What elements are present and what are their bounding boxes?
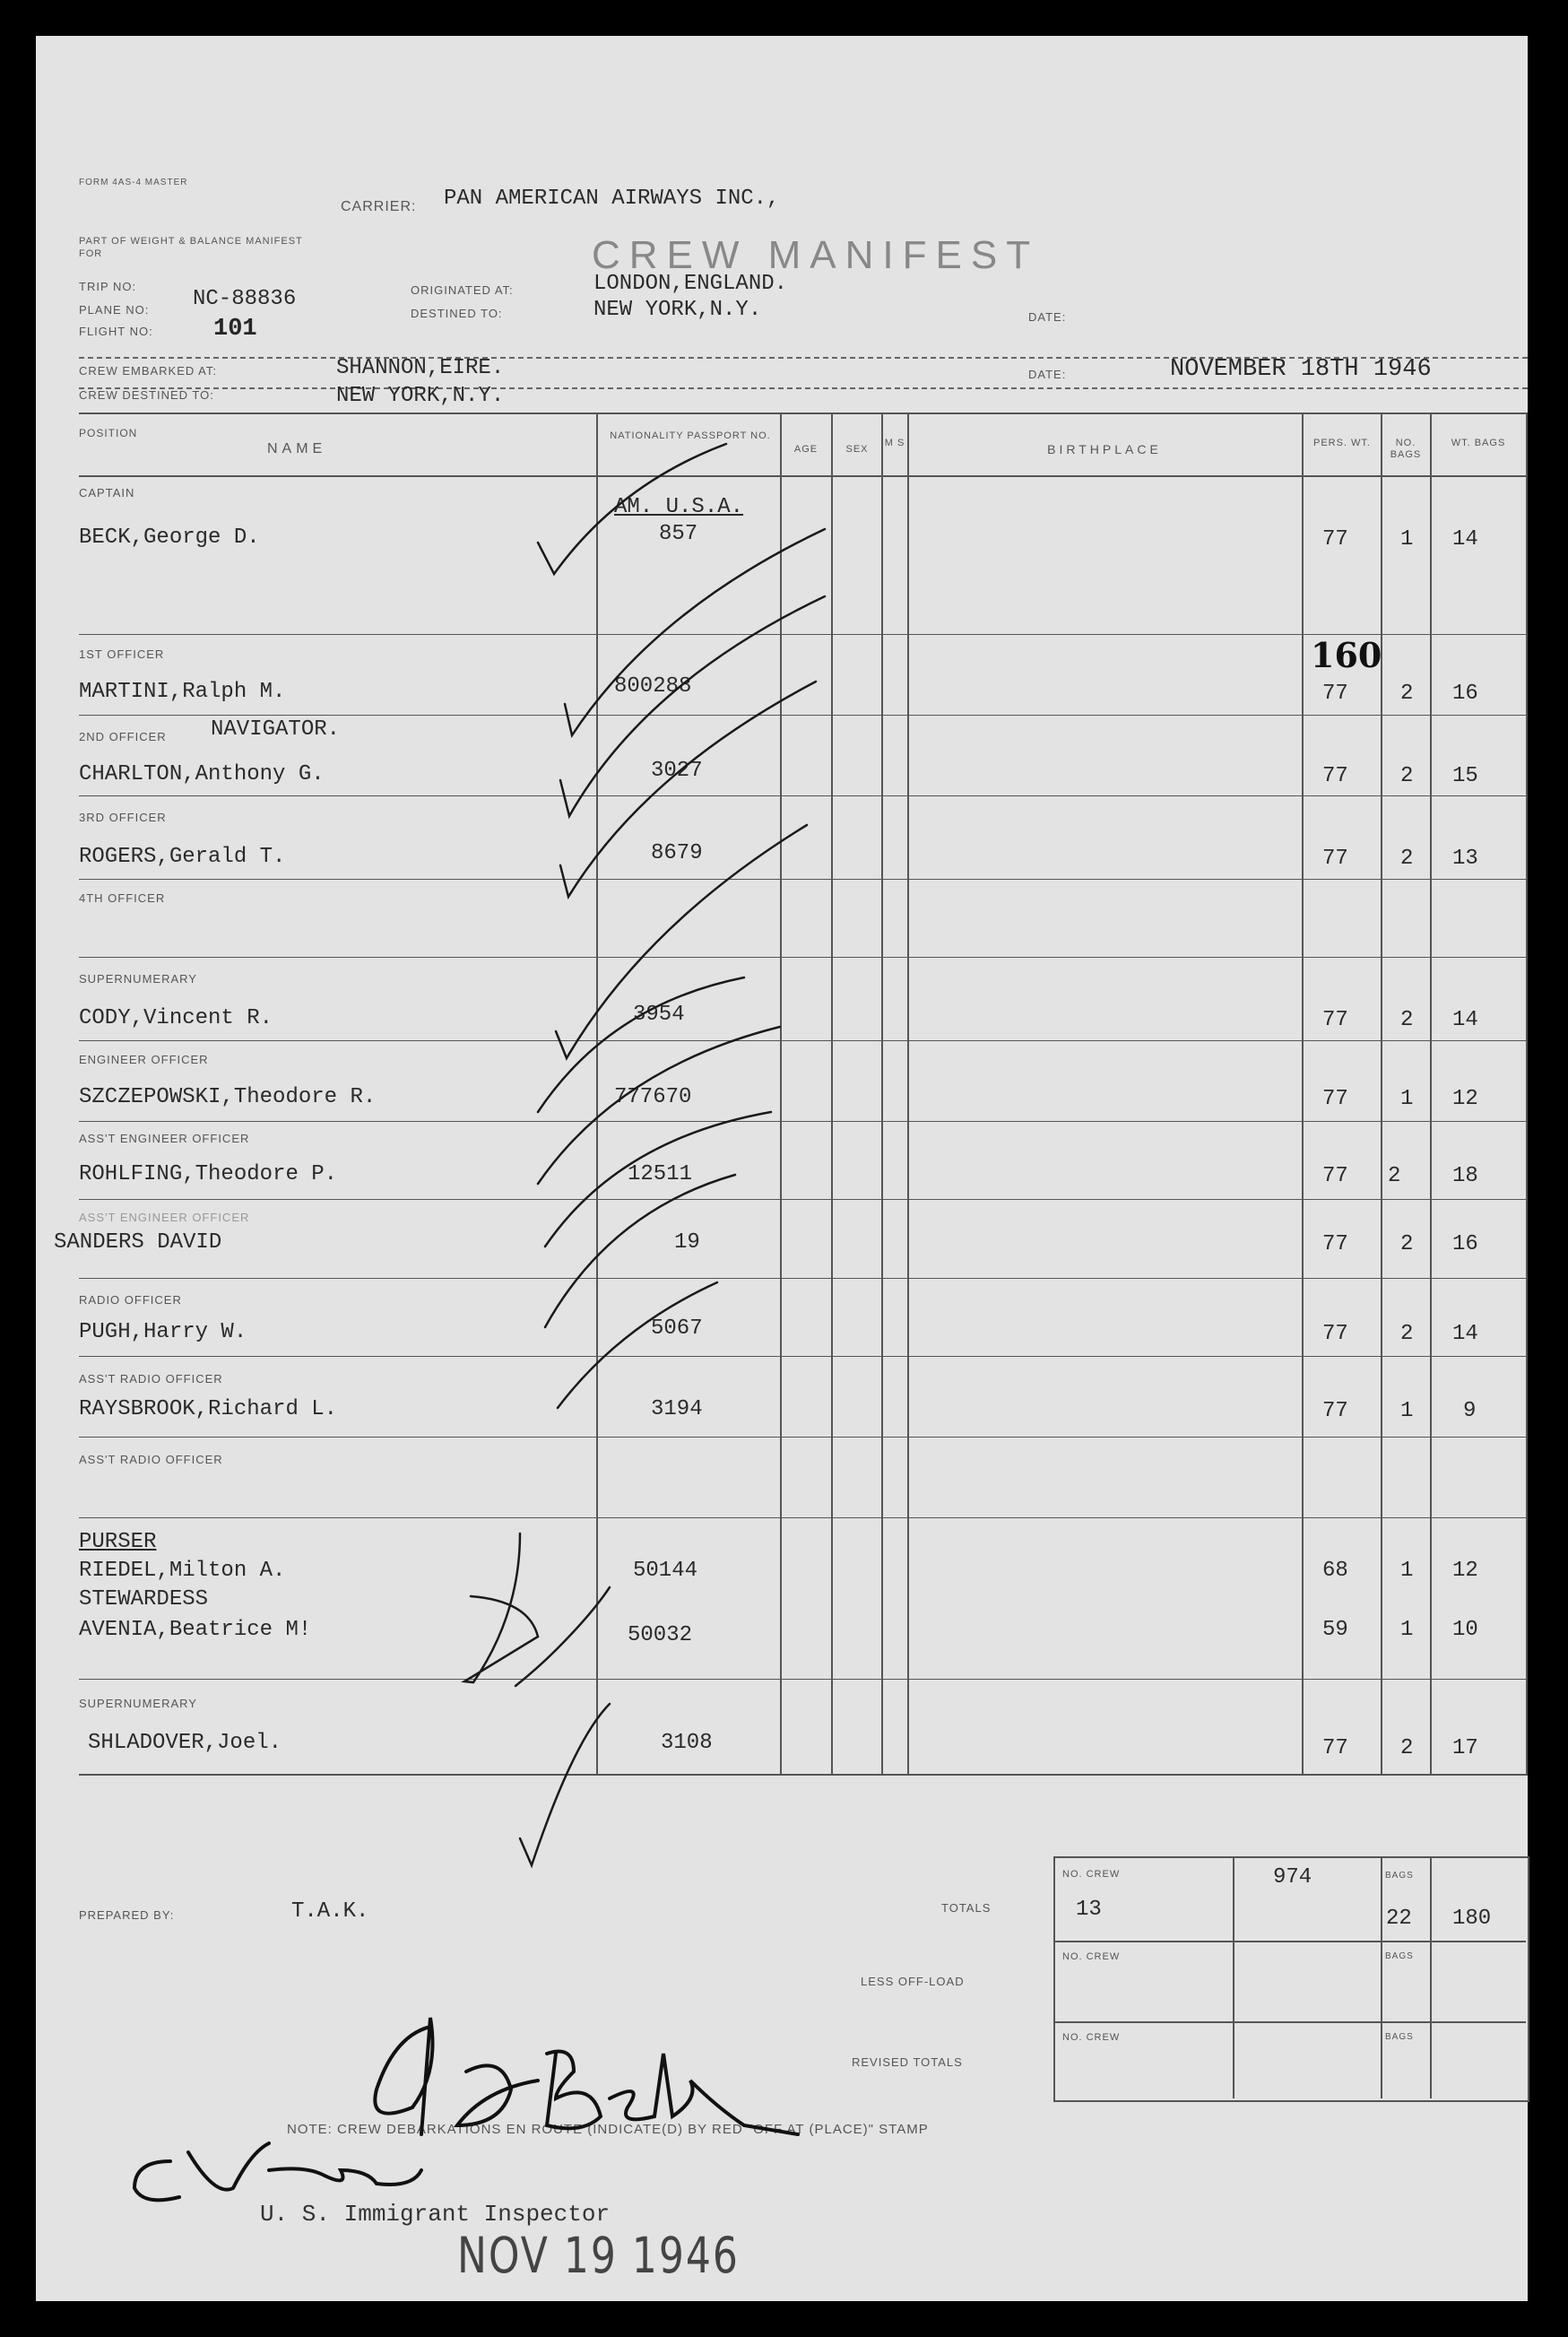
position-label: ASS'T RADIO OFFICER xyxy=(79,1372,223,1386)
no-crew-label: NO. CREW xyxy=(1062,1951,1121,1962)
total-wt: 180 xyxy=(1452,1907,1492,1931)
passport-no: 777670 xyxy=(614,1085,692,1109)
crew-name: AVENIA,Beatrice M! xyxy=(79,1618,312,1642)
crew-destined-label: CREW DESTINED TO: xyxy=(79,388,214,402)
no-bags: 1 xyxy=(1400,527,1414,552)
position-label: RADIO OFFICER xyxy=(79,1293,182,1307)
pers-wt: 77 xyxy=(1322,1232,1348,1256)
passport-no: 3194 xyxy=(651,1397,703,1421)
crew-name: CHARLTON,Anthony G. xyxy=(79,762,325,786)
wt-bags: 12 xyxy=(1452,1559,1478,1583)
passport-no: 50032 xyxy=(628,1623,693,1647)
wt-bags: 13 xyxy=(1452,847,1478,871)
pers-wt: 77 xyxy=(1322,847,1348,871)
pers-wt: 77 xyxy=(1322,764,1348,788)
pers-wt: 77 xyxy=(1322,682,1348,706)
pers-wt: 77 xyxy=(1322,1087,1348,1111)
position-label: 4TH OFFICER xyxy=(79,891,166,905)
crew-name: RIEDEL,Milton A. xyxy=(79,1559,286,1583)
inspector-label: U. S. Immigrant Inspector xyxy=(260,2201,611,2228)
manifest-title: CREW MANIFEST xyxy=(592,233,1040,277)
position-label: ASS'T ENGINEER OFFICER xyxy=(79,1132,250,1145)
col-name: NAME xyxy=(267,441,327,456)
manifest-sheet xyxy=(36,36,1528,2301)
less-offload-label: LESS OFF-LOAD xyxy=(861,1975,965,1988)
wt-bags: 16 xyxy=(1452,682,1478,706)
col-position: POSITION xyxy=(79,427,138,439)
wt-bags: 16 xyxy=(1452,1232,1478,1256)
no-bags: 2 xyxy=(1400,1008,1414,1032)
pers-wt: 77 xyxy=(1322,1736,1348,1760)
no-bags: 2 xyxy=(1400,847,1414,871)
crew-name: SANDERS DAVID xyxy=(54,1230,222,1255)
carrier-value: PAN AMERICAN AIRWAYS INC., xyxy=(444,187,780,211)
no-crew-label: NO. CREW xyxy=(1062,1869,1121,1880)
col-sex: SEX xyxy=(845,444,869,455)
nationality-value: AM. U.S.A. xyxy=(614,495,744,519)
crew-name: BECK,George D. xyxy=(79,526,260,550)
col-wt-bags: WT. BAGS xyxy=(1451,438,1506,448)
crew-name: CODY,Vincent R. xyxy=(79,1006,273,1030)
no-bags: 1 xyxy=(1400,1087,1414,1111)
originated-value: LONDON,ENGLAND. xyxy=(593,272,788,296)
pers-wt: 77 xyxy=(1322,1399,1348,1423)
total-pers-wt: 974 xyxy=(1273,1865,1312,1890)
crew-destined-value: NEW YORK,N.Y. xyxy=(336,384,505,408)
bags-label: BAGS xyxy=(1385,2032,1414,2042)
crew-name: ROHLFING,Theodore P. xyxy=(79,1162,338,1186)
passport-no: 8679 xyxy=(651,841,703,865)
wt-bags: 14 xyxy=(1452,1008,1478,1032)
passport-no: 19 xyxy=(674,1230,700,1255)
originated-label: ORIGINATED AT: xyxy=(411,283,514,297)
no-bags: 2 xyxy=(1400,1736,1414,1760)
bags-label: BAGS xyxy=(1385,1871,1414,1881)
no-bags: 2 xyxy=(1400,682,1414,706)
carrier-label: CARRIER: xyxy=(341,199,417,214)
debarkation-note: NOTE: CREW DEBARKATIONS EN ROUTE (INDICATE(D) BY RED "OFF AT (PLACE)" STAMP xyxy=(287,2122,929,2137)
wt-bags: 10 xyxy=(1452,1618,1478,1642)
passport-no: 3027 xyxy=(651,759,703,783)
crew-name: ROGERS,Gerald T. xyxy=(79,845,286,869)
position-label: STEWARDESS xyxy=(79,1587,209,1612)
col-pers-wt: PERS. WT. xyxy=(1312,438,1371,448)
position-label: SUPERNUMERARY xyxy=(79,1697,197,1710)
col-no-bags: NO. BAGS xyxy=(1390,438,1422,460)
pers-wt: 77 xyxy=(1322,527,1348,552)
position-label: PURSER xyxy=(79,1530,157,1554)
date2-value: NOVEMBER 18TH 1946 xyxy=(1170,356,1432,383)
bags-label: BAGS xyxy=(1385,1951,1414,1961)
prepared-value: T.A.K. xyxy=(291,1899,369,1924)
wt-bags: 15 xyxy=(1452,764,1478,788)
col-age: AGE xyxy=(793,444,819,455)
embarked-value: SHANNON,EIRE. xyxy=(336,356,505,380)
total-crew: 13 xyxy=(1076,1898,1102,1922)
flight-value: 101 xyxy=(213,316,257,343)
wt-bags: 14 xyxy=(1452,527,1478,552)
no-bags: 2 xyxy=(1400,764,1414,788)
wt-bags: 17 xyxy=(1452,1736,1478,1760)
no-bags: 2 xyxy=(1400,1232,1414,1256)
no-bags: 2 xyxy=(1388,1164,1401,1188)
form-number: FORM 4AS-4 MASTER xyxy=(79,178,188,187)
position-label: 2ND OFFICER xyxy=(79,730,167,743)
wt-bags: 12 xyxy=(1452,1087,1478,1111)
passport-no: 5067 xyxy=(651,1316,703,1341)
crew-name: RAYSBROOK,Richard L. xyxy=(79,1397,338,1421)
pers-wt: 77 xyxy=(1322,1008,1348,1032)
no-bags: 1 xyxy=(1400,1618,1414,1642)
plane-value: NC-88836 xyxy=(193,287,297,311)
wt-bags: 14 xyxy=(1452,1322,1478,1346)
crew-name: MARTINI,Ralph M. xyxy=(79,680,286,704)
passport-no: 3108 xyxy=(661,1731,713,1755)
crew-name: PUGH,Harry W. xyxy=(79,1320,247,1344)
col-ms: M S xyxy=(884,438,905,448)
destined-label: DESTINED TO: xyxy=(411,307,503,320)
no-bags: 2 xyxy=(1400,1322,1414,1346)
col-nationality: NATIONALITY PASSPORT NO. xyxy=(610,430,771,441)
wt-bags: 9 xyxy=(1463,1399,1477,1423)
position-label: ASS'T ENGINEER OFFICER xyxy=(79,1211,250,1224)
date-label: DATE: xyxy=(1028,310,1067,324)
position-label: CAPTAIN xyxy=(79,486,135,500)
no-crew-label: NO. CREW xyxy=(1062,2032,1121,2043)
pers-wt: 59 xyxy=(1322,1618,1348,1642)
position-label: ENGINEER OFFICER xyxy=(79,1053,209,1066)
passport-no: 50144 xyxy=(633,1559,698,1583)
plane-label: PLANE NO: xyxy=(79,303,150,317)
crew-name: SHLADOVER,Joel. xyxy=(88,1731,282,1755)
captain-signature xyxy=(36,36,1528,2301)
pers-wt: 77 xyxy=(1322,1164,1348,1188)
position-label: 3RD OFFICER xyxy=(79,811,167,824)
passport-no: 12511 xyxy=(628,1162,693,1186)
no-bags: 1 xyxy=(1400,1399,1414,1423)
embarked-label: CREW EMBARKED AT: xyxy=(79,364,218,378)
destined-value: NEW YORK,N.Y. xyxy=(593,298,762,322)
passport-no: 800288 xyxy=(614,674,692,699)
passport-no: 857 xyxy=(659,522,698,546)
weight-note: 160 xyxy=(1311,635,1382,675)
revised-totals-label: REVISED TOTALS xyxy=(852,2055,963,2069)
wt-bags: 18 xyxy=(1452,1164,1478,1188)
part-of-manifest: PART OF WEIGHT & BALANCE MANIFEST FOR xyxy=(79,236,303,259)
trip-label: TRIP NO: xyxy=(79,280,137,293)
pers-wt: 77 xyxy=(1322,1322,1348,1346)
col-birthplace: BIRTHPLACE xyxy=(1047,442,1162,456)
inspector-stamp: NOV 19 1946 xyxy=(457,2228,740,2285)
crew-name: SZCZEPOWSKI,Theodore R. xyxy=(79,1085,377,1109)
position-label: ASS'T RADIO OFFICER xyxy=(79,1453,223,1466)
position-extra: NAVIGATOR. xyxy=(211,717,341,742)
totals-label: TOTALS xyxy=(941,1901,992,1915)
date2-label: DATE: xyxy=(1028,368,1067,381)
pers-wt: 68 xyxy=(1322,1559,1348,1583)
position-label: 1ST OFFICER xyxy=(79,647,165,661)
position-label: SUPERNUMERARY xyxy=(79,972,197,986)
passport-no: 3954 xyxy=(633,1003,685,1027)
flight-label: FLIGHT NO: xyxy=(79,325,153,338)
total-bags: 22 xyxy=(1386,1907,1412,1931)
no-bags: 1 xyxy=(1400,1559,1414,1583)
prepared-label: PREPARED BY: xyxy=(79,1908,175,1922)
